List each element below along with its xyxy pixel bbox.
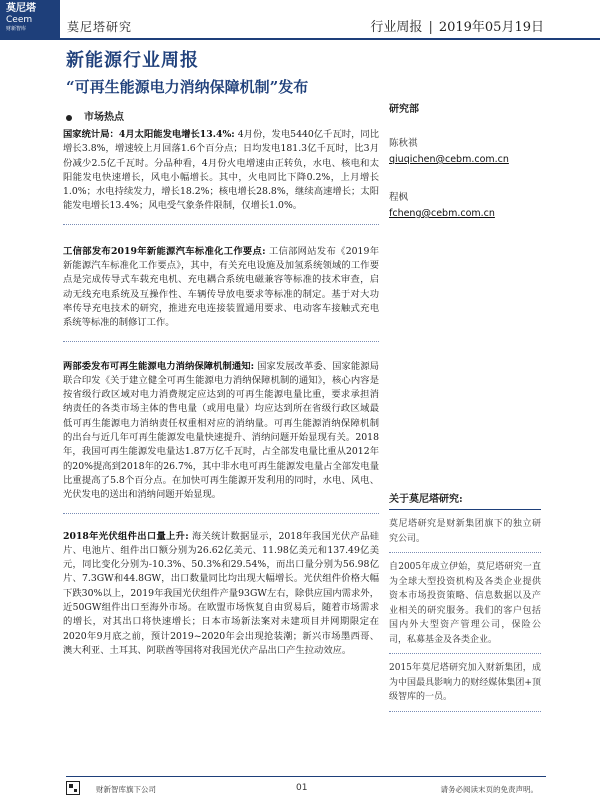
page-title: 新能源行业周报	[66, 50, 199, 71]
about-paragraph: 莫尼塔研究是财新集团旗下的独立研究公司。	[389, 510, 541, 553]
ceem-logo	[0, 0, 60, 38]
page-subtitle: “可再生能源电力消纳保障机制”发布	[66, 78, 309, 96]
news-lead: 工信部发布2019年新能源汽车标准化工作要点:	[63, 245, 266, 257]
logo-cn-text: 莫尼塔	[6, 3, 36, 14]
about-paragraph: 自2005年成立伊始，莫尼塔研究一直为全球大型投资机构及各类企业提供资本市场投资策略、信息数据以及产业相关的研究服务。我们的客户包括国内外大型资产管理公司，保险公司，私募基金及各类企业。	[389, 553, 541, 654]
news-lead: 2018年光伏组件出口量上升:	[63, 530, 189, 542]
page-header	[0, 0, 600, 40]
about-box	[389, 490, 541, 712]
brand-name: 莫尼塔研究	[67, 20, 133, 34]
analyst-sidebar	[389, 100, 539, 219]
header-divider	[0, 38, 600, 40]
logo-en-text: Ceem	[6, 15, 33, 25]
news-paragraph	[63, 360, 379, 503]
news-body: 海关统计数据显示，2018年我国光伏产品硅片、电池片、组件出口额分别为26.62亿美元、11.98亿美元和137.49亿美元，同比变化分别为-10.3%、50.3%和29.54%，而出口量分别为56.98亿片、7.3GW和44.8GW，出口数量同比均出现大幅增长。光伏组件价格大幅下跌30%以上，2019年我国光伏组件产量93GW左右，除供应国内需求外，近50GW组件出口至海外市场。在欧盟市场恢复自由贸易后，随着市场需求的增长，对其出口将快速增长；日本市场新法案对未建项目并网期限定在2020年9月底之前，预计2019~2020年会出现抢装潮；新兴市场墨西哥、澳大利亚、土耳其、阿联酋等国将对我国光伏产品出口产生拉动效应。	[63, 530, 379, 656]
page-footer	[0, 776, 600, 800]
report-date: 2019年05月19日	[438, 20, 544, 35]
analyst-name: 程枫	[389, 192, 409, 203]
page-number: 01	[296, 783, 308, 793]
header-meta	[370, 16, 544, 35]
news-lead: 两部委发布可再生能源电力消纳保障机制通知:	[63, 360, 255, 372]
paragraph-divider	[63, 224, 379, 225]
analyst-email-link[interactable]: qiuqichen@cebm.com.cn	[389, 154, 509, 165]
qr-code-icon	[66, 781, 80, 795]
about-heading: 关于莫尼塔研究:	[389, 494, 463, 505]
bullet-icon	[66, 115, 72, 121]
about-paragraph: 2015年莫尼塔研究加入财新集团，成为中国最具影响力的财经媒体集团+顶级智库的一员。	[389, 654, 541, 712]
report-type: 行业周报	[370, 20, 423, 35]
footer-divider	[66, 776, 546, 777]
analyst-name: 陈秋祺	[389, 138, 418, 149]
section-heading	[66, 108, 124, 123]
header-separator: |	[428, 20, 433, 35]
footer-company: 财新智库旗下公司	[96, 785, 156, 794]
sidebar-heading: 研究部	[389, 104, 419, 115]
news-body: 4月份，发电5440亿千瓦时，同比增长3.8%，增速较上月回落1.6个百分点；日均发电181.3亿千瓦时，比3月份减少2.5亿千瓦时。分品种看，4月份火电增速由正转负，水电、核电和太阳能发电快速增长，风电小幅增长。其中，火电同比下降0.2%，上月增长1.0%；水电持续发力，增长18.2%；核电增长28.8%，继续高速增长；太阳能发电增长13.4%；风电受气象条件限制，仅增长1.0%。	[63, 129, 380, 212]
news-paragraph	[63, 128, 379, 214]
news-lead: 国家统计局：4月太阳能发电增长13.4%:	[63, 129, 235, 140]
news-body: 工信部网站发布《2019年新能源汽车标准化工作要点》，其中，有关充电设施及加氢系统领域的工作要点是完成传导式车载充电机、充电耦合系统电磁兼容等标准的技术审查，启动无线充电系统及互操作性、车辆传导放电要求等标准的制定。基于对大功率传导充电技术的研究，推进充电连接装置通用要求、电动客车接触式充电系统等标准的制修订工作。	[63, 245, 379, 329]
paragraph-divider	[63, 341, 379, 342]
analyst-email-link[interactable]: fcheng@cebm.com.cn	[389, 208, 495, 219]
logo-sub-text: 财新智库	[6, 26, 27, 32]
main-column	[63, 128, 379, 658]
news-paragraph	[63, 245, 379, 331]
news-paragraph	[63, 530, 379, 659]
footer-disclaimer: 请务必阅读末页的免责声明。	[440, 785, 538, 794]
section-label: 市场热点	[84, 112, 124, 123]
paragraph-divider	[63, 513, 379, 514]
news-body: 国家发展改革委、国家能源局联合印发《关于建立健全可再生能源电力消纳保障机制的通知》，核心内容是按省级行政区域对电力消费规定应达到的可再生能源电量比重，要求承担消纳责任的各类市场主体的售电量（或用电量）均应达到所在省级行政区域最低可再生能源电力消纳责任权重相对应的消纳量。可再生能源消纳保障机制的出台与近几年可再生能源发电量快速提升、消纳问题开始显现有关。2018年，我国可再生能源发电量达1.87万亿千瓦时，占全部发电量比重从2012年的20%提高到2018年的26.7%，其中非水电可再生能源发电量占全部发电量比重提高了5.8个百分点。在加快可再生能源开发利用的同时，水电、风电、光伏发电的送出和消纳问题开始显现。	[63, 360, 379, 501]
